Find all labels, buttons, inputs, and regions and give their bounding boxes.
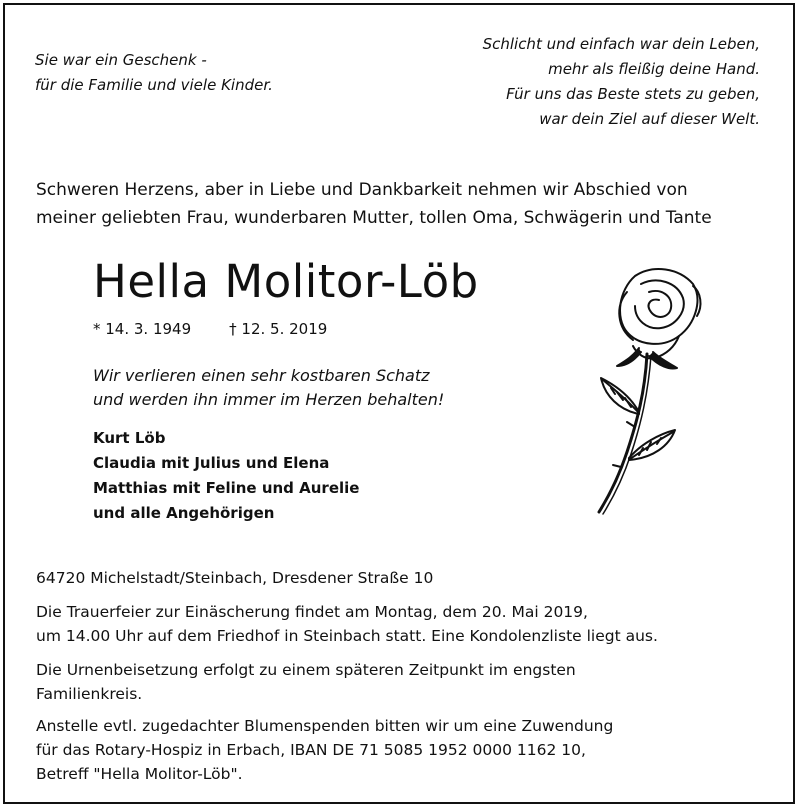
poem-right xyxy=(483,32,760,132)
poem-left xyxy=(35,48,273,98)
deceased-name: Hella Molitor-Löb xyxy=(93,255,479,308)
notice-line: Betreff "Hella Molitor-Löb". xyxy=(36,765,243,783)
donation-notice xyxy=(36,714,613,786)
life-dates xyxy=(93,318,327,340)
poem-left-line: Sie war ein Geschenk - xyxy=(35,51,207,69)
intro-text xyxy=(36,176,712,232)
urn-burial-notice xyxy=(36,658,576,706)
mourners-list xyxy=(93,426,359,526)
rose-icon xyxy=(575,262,705,522)
notice-line: Die Urnenbeisetzung erfolgt zu einem späteren Zeitpunkt im engsten xyxy=(36,661,576,679)
funeral-notice xyxy=(36,600,658,648)
notice-line: Familienkreis. xyxy=(36,685,143,703)
quote-line: und werden ihn immer im Herzen behalten! xyxy=(93,390,445,409)
mourner: Claudia mit Julius und Elena xyxy=(93,454,330,472)
quote-line: Wir verlieren einen sehr kostbaren Schatz xyxy=(93,366,430,385)
poem-right-line: mehr als fleißig deine Hand. xyxy=(548,60,760,78)
poem-right-line: Für uns das Beste stets zu geben, xyxy=(506,85,760,103)
notice-line: Anstelle evtl. zugedachter Blumenspenden bitten wir um eine Zuwendung xyxy=(36,717,614,735)
mourner: Kurt Löb xyxy=(93,429,166,447)
mourner: und alle Angehörigen xyxy=(93,504,275,522)
intro-line: Schweren Herzens, aber in Liebe und Dankbarkeit nehmen wir Abschied von xyxy=(36,180,688,200)
poem-right-line: war dein Ziel auf dieser Welt. xyxy=(539,110,760,128)
notice-line: für das Rotary-Hospiz in Erbach, IBAN DE 71 5085 1952 0000 1162 10, xyxy=(36,741,586,759)
death-date: † 12. 5. 2019 xyxy=(229,320,328,338)
notice-line: Die Trauerfeier zur Einäscherung findet am Montag, dem 20. Mai 2019, xyxy=(36,603,588,621)
mourner: Matthias mit Feline und Aurelie xyxy=(93,479,360,497)
birth-date: * 14. 3. 1949 xyxy=(93,320,192,338)
address: 64720 Michelstadt/Steinbach, Dresdener Straße 10 xyxy=(36,569,434,587)
poem-left-line: für die Familie und viele Kinder. xyxy=(35,76,273,94)
poem-right-line: Schlicht und einfach war dein Leben, xyxy=(482,35,760,53)
memorial-quote xyxy=(93,364,444,412)
notice-line: um 14.00 Uhr auf dem Friedhof in Steinbach statt. Eine Kondolenzliste liegt aus. xyxy=(36,627,658,645)
intro-line: meiner geliebten Frau, wunderbaren Mutter, tollen Oma, Schwägerin und Tante xyxy=(36,208,712,228)
